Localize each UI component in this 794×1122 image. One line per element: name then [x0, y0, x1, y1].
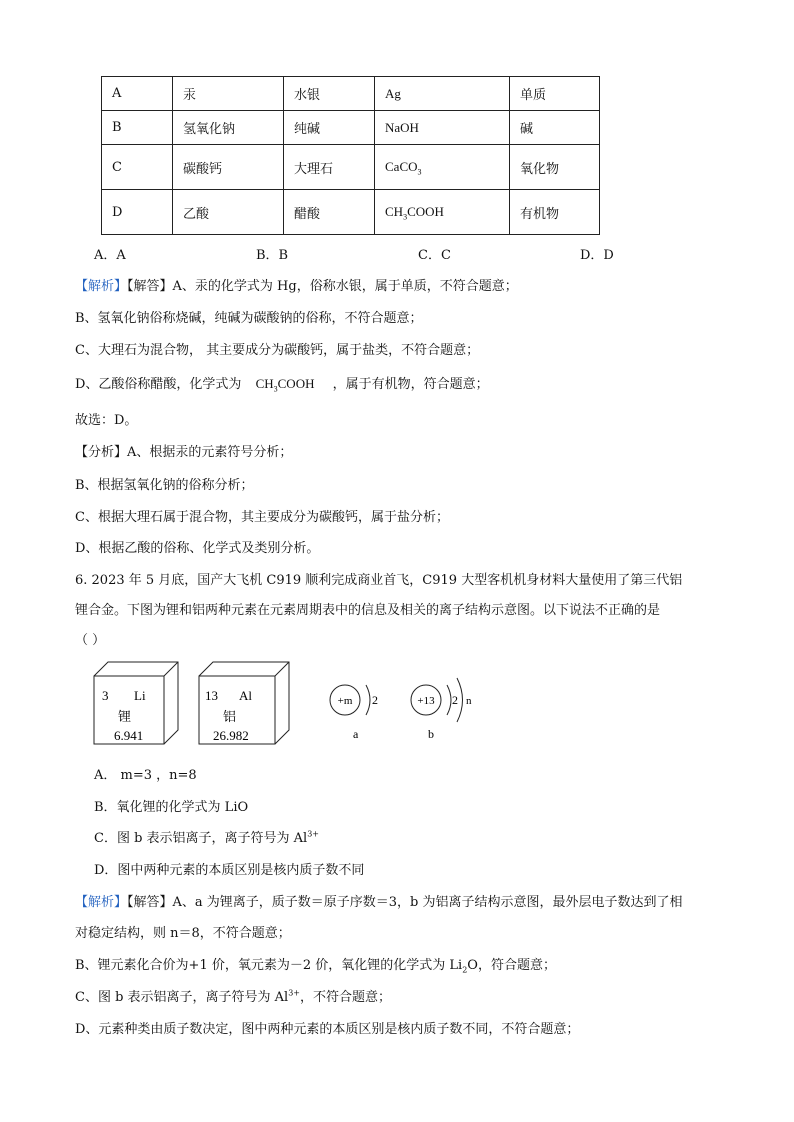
analysis-text: C、图 b 表示铝离子，离子符号为 Al — [75, 990, 289, 1005]
formula-part: COOH — [277, 376, 315, 391]
table-cell-common: 大理石 — [284, 145, 375, 190]
analysis-text: O，符合题意； — [467, 958, 556, 973]
table-cell-category: 有机物 — [510, 190, 600, 235]
analysis-line — [75, 275, 518, 294]
formula-text: CaCO — [385, 159, 418, 174]
analysis-line — [75, 986, 391, 1005]
analysis-text: B、锂元素化合价为+1 价，氧元素为－2 价，氧化锂的化学式为 Li — [75, 958, 463, 973]
table-cell-common: 水银 — [284, 77, 375, 111]
analysis-line — [75, 891, 683, 910]
analysis-line: C、根据大理石属于混合物，其主要成分为碳酸钙，属于盐分析； — [75, 510, 449, 525]
analysis-text: D、乙酸俗称醋酸，化学式为 — [75, 377, 242, 392]
formula-part: CH — [255, 376, 274, 391]
table-row — [102, 145, 600, 190]
nucleus-charge: +m — [337, 695, 353, 707]
element-symbol: Al — [239, 688, 252, 703]
analysis-line — [75, 954, 556, 973]
table-cell-id: D — [102, 190, 173, 235]
analysis-line: 【分析】A、根据汞的元素符号分析； — [75, 445, 293, 460]
table-cell-name: 汞 — [173, 77, 284, 111]
analysis-line: D、根据乙酸的俗称、化学式及类别分析。 — [75, 541, 320, 556]
atomic-number: 13 — [205, 688, 218, 703]
table-cell-category: 单质 — [510, 77, 600, 111]
table-cell-formula — [375, 111, 510, 145]
chemical-table — [101, 76, 600, 235]
analysis-line: C、大理石为混合物， 其主要成分为碳酸钙，属于盐类，不符合题意； — [75, 343, 480, 358]
question-stem: 6. 2023 年 5 月底，国产大飞机 C919 顺利完成商业首飞，C919 大型客机机身材料大量使用了第三代铝 — [75, 573, 683, 588]
formula-subscript: 3 — [417, 167, 422, 177]
ion-diagram-a — [320, 664, 390, 742]
table-row — [102, 77, 600, 111]
diagram-label: a — [353, 727, 359, 741]
shell-electrons: 2 — [452, 693, 458, 707]
table-cell-category: 碱 — [510, 111, 600, 145]
formula-subscript: 3 — [273, 384, 278, 394]
ion-charge: 3+ — [307, 829, 320, 839]
analysis-line — [75, 373, 489, 392]
analysis-line: B、氢氧化钠俗称烧碱，纯碱为碳酸钠的俗称，不符合题意； — [75, 311, 423, 326]
analysis-text: 【解答】A、a 为锂离子，质子数＝原子序数＝3，b 为铝离子结构示意图，最外层电子数达到了相 — [127, 895, 683, 910]
option-d: D．D — [580, 248, 614, 263]
analysis-line: B、根据氢氧化钠的俗称分析； — [75, 478, 254, 493]
analysis-text: 【解答】A、汞的化学式为 Hg，俗称水银，属于单质，不符合题意； — [127, 279, 518, 294]
answer-line: 故选：D。 — [75, 413, 138, 428]
table-cell-common: 纯碱 — [284, 111, 375, 145]
atomic-mass: 6.941 — [114, 728, 144, 743]
option-text: C．图 b 表示铝离子，离子符号为 Al — [94, 831, 308, 846]
formula-subscript: 2 — [462, 965, 468, 975]
question-stem: （ ） — [75, 633, 106, 648]
shell-electrons: 2 — [372, 693, 378, 707]
atomic-mass: 26.982 — [213, 728, 249, 743]
element-card-li — [92, 660, 182, 746]
element-name: 锂 — [118, 710, 132, 725]
table-row — [102, 111, 600, 145]
option-a: A．A — [94, 248, 126, 263]
option-a: A． m=3 ，n=8 — [94, 768, 197, 783]
table-row — [102, 190, 600, 235]
table-cell-formula — [375, 145, 510, 190]
table-cell-id: C — [102, 145, 173, 190]
table-cell-formula — [375, 190, 510, 235]
ion-diagram-b — [404, 664, 484, 742]
diagram-label: b — [428, 727, 434, 741]
question-stem: 锂合金。下图为锂和铝两种元素在元素周期表中的信息及相关的离子结构示意图。以下说法不正确的是 — [75, 603, 661, 618]
element-symbol: Li — [134, 688, 146, 703]
analysis-text: ，属于有机物，符合题意； — [332, 377, 489, 392]
analysis-line: 对稳定结构，则 n＝8，不符合题意； — [75, 926, 291, 941]
option-c: C．C — [418, 248, 451, 263]
formula-text — [255, 376, 315, 394]
table-cell-id: A — [102, 77, 173, 111]
formula-text: CH — [385, 204, 404, 219]
element-name: 铝 — [223, 710, 237, 725]
shell-electrons: n — [466, 695, 472, 707]
option-b: B．B — [256, 248, 289, 263]
analysis-tag: 【解析】 — [75, 279, 128, 294]
table-cell-name: 碳酸钙 — [173, 145, 284, 190]
formula-subscript: 3 — [403, 212, 408, 222]
option-b: B．氧化锂的化学式为 LiO — [94, 800, 249, 815]
formula-text: Ag — [385, 85, 401, 101]
option-d: D．图中两种元素的本质区别是核内质子数不同 — [94, 863, 365, 878]
formula-text: NaOH — [385, 119, 419, 135]
nucleus-charge: +13 — [417, 695, 435, 707]
analysis-line: D、元素种类由质子数决定，图中两种元素的本质区别是核内质子数不同，不符合题意； — [75, 1022, 580, 1037]
table-cell-formula — [375, 77, 510, 111]
table-cell-id: B — [102, 111, 173, 145]
ion-charge: 3+ — [288, 988, 301, 998]
element-card-al — [197, 660, 293, 746]
analysis-tag: 【解析】 — [75, 895, 128, 910]
option-c — [94, 827, 319, 846]
table-cell-name: 乙酸 — [173, 190, 284, 235]
formula-tail: COOH — [407, 204, 444, 219]
table-cell-name: 氢氧化钠 — [173, 111, 284, 145]
table-cell-category: 氧化物 — [510, 145, 600, 190]
table-cell-common: 醋酸 — [284, 190, 375, 235]
analysis-text: ，不符合题意； — [300, 990, 392, 1005]
atomic-number: 3 — [102, 688, 109, 703]
